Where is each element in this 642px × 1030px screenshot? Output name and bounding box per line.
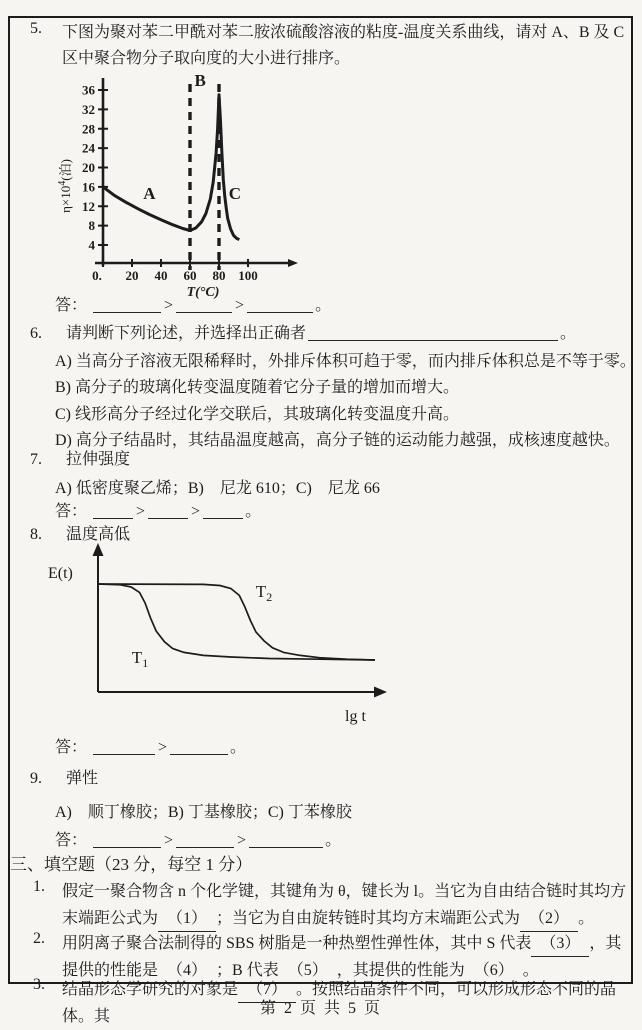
x-tick-label: 100: [238, 268, 258, 283]
answer-blank: [176, 296, 232, 313]
fill-blank: （4）: [158, 959, 216, 984]
answer-blank: [93, 831, 161, 848]
y-axis-title: $\eta\times 10^4$(泊): [57, 159, 73, 213]
answer-blank: [170, 738, 228, 755]
y-tick-label: 28: [82, 121, 95, 137]
text-part: 。: [578, 910, 595, 927]
region-label-c: C: [228, 183, 242, 203]
y-tick-label: 8: [88, 218, 95, 234]
y-tick-label: 12: [82, 198, 95, 214]
fill-blank: （5）: [279, 959, 337, 984]
question-7: [30, 449, 130, 471]
period: 。: [315, 297, 332, 314]
viscosity-temperature-chart: [50, 74, 370, 304]
question-9-title: 弹性: [66, 770, 99, 787]
page-footer: 第 2 页 共 5 页: [259, 1000, 382, 1017]
question-6-number: 6.: [30, 325, 42, 342]
greater-than: >: [158, 739, 168, 756]
region-label-b: B: [194, 74, 206, 91]
x-tick-label: 80: [212, 268, 226, 283]
question-5-number: 5.: [30, 20, 42, 37]
period: 。: [245, 503, 262, 520]
x-axis-arrow: [374, 687, 387, 698]
question-5-answer-row: [55, 295, 331, 317]
answer-blank: [249, 831, 323, 848]
greater-than: >: [164, 297, 174, 314]
text-part: 用阴离子聚合法制得的 SBS 树脂是一种热塑性弹性体，其中 S 代表: [62, 935, 532, 952]
period: 。: [560, 325, 577, 342]
question-7-options: A) 低密度聚乙烯；B) 尼龙 610；C) 尼龙 66: [55, 480, 380, 497]
curve-label-t1: $T_1$: [131, 648, 149, 670]
question-6-options: [55, 349, 636, 454]
x-tick-label: 0.: [92, 268, 102, 283]
question-7-title: 拉伸强度: [66, 451, 131, 468]
greater-than: >: [237, 832, 247, 849]
greater-than: >: [235, 297, 245, 314]
question-6-blank: [308, 324, 558, 341]
answer-blank: [203, 502, 243, 519]
text-part: 假定一聚合物含 n 个化学键，其键角为 θ，键长为 l。当它为自由结合链时其均方末端距公式为: [62, 883, 627, 927]
y-tick-label: 4: [88, 237, 95, 253]
question-9: [30, 768, 98, 790]
greater-than: >: [191, 503, 201, 520]
x-axis-arrow: [288, 259, 298, 267]
fill-blank: （1）: [158, 907, 216, 932]
y-tick-label: 32: [82, 101, 95, 117]
option-d: D) 高分子结晶时，其结晶温度越高，高分子链的运动能力越强，成核速度越快。: [55, 431, 620, 449]
answer-blank: [93, 502, 133, 519]
question-5-text: 下图为聚对苯二甲酰对苯二胺浓硫酸溶液的粘度-温度关系曲线，请对 A、B 及 C 区中聚合物分子取向度的大小进行排序。: [62, 24, 625, 67]
region-label-a: A: [143, 183, 156, 203]
y-tick-label: 24: [82, 140, 95, 156]
text-part: ，其提供的性能是: [62, 935, 622, 979]
answer-blank: [247, 296, 313, 313]
x-axis-title: T(°C): [186, 285, 220, 300]
section-3-header: 三、填空题（23 分，每空 1 分）: [10, 855, 253, 874]
y-axis-arrow: [93, 543, 104, 556]
y-tick-label: 36: [82, 82, 95, 98]
relaxation-modulus-chart: [40, 540, 440, 735]
question-9-number: 9.: [30, 770, 42, 787]
option-b: B) 高分子的玻璃化转变温度随着它分子量的增加而增大。: [55, 379, 460, 397]
question-5: [30, 20, 637, 72]
answer-blank: [93, 738, 155, 755]
text-part: 。: [522, 962, 539, 979]
question-8-answer-row: [55, 737, 246, 759]
text-part: 。按照结晶条件不同，可以形成形态不同的晶体。其: [62, 981, 617, 1025]
question-9-options: A) 顺丁橡胶；B) 丁基橡胶；C) 丁苯橡胶: [55, 804, 352, 821]
question-7-number: 7.: [30, 451, 42, 468]
curve-label-t2: $T_2$: [255, 582, 273, 604]
text-part: ；B 代表: [216, 962, 279, 979]
question-6: [30, 323, 576, 345]
fill-item-1: [33, 878, 637, 932]
fill-blank: （2）: [520, 907, 578, 932]
answer-blank: [148, 502, 188, 519]
answer-blank: [176, 831, 234, 848]
period: 。: [325, 832, 342, 849]
x-axis-title: lg t: [345, 708, 366, 725]
x-tick-label: 20: [125, 268, 139, 283]
text-part: ，其提供的性能为: [336, 962, 465, 979]
question-9-answer-row: [55, 830, 341, 852]
question-8-number: 8.: [30, 526, 42, 543]
option-c: C) 线形高分子经过化学交联后，其玻璃化转变温度升高。: [55, 405, 460, 423]
fill-item-3-number: 3.: [33, 976, 45, 993]
answer-label: 答：: [55, 503, 88, 520]
question-6-prompt: 请判断下列论述，并选择出正确者: [66, 325, 307, 342]
fill-blank: （7）: [238, 978, 296, 1003]
x-tick-label: 60: [183, 268, 197, 283]
fill-item-1-text: [62, 878, 637, 932]
text-part: ；当它为自由旋转链时其均方末端距公式为: [216, 910, 521, 927]
fill-item-1-number: 1.: [33, 878, 45, 895]
greater-than: >: [164, 832, 174, 849]
y-axis-title: E(t): [48, 565, 73, 582]
fill-blank: （3）: [531, 932, 589, 957]
fill-blank: （6）: [465, 959, 523, 984]
answer-label: 答：: [55, 739, 88, 756]
answer-blank: [93, 296, 161, 313]
x-tick-label: 40: [154, 268, 168, 283]
answer-label: 答：: [55, 832, 88, 849]
y-tick-label: 16: [82, 179, 95, 195]
greater-than: >: [136, 503, 146, 520]
question-7-answer-row: [55, 501, 261, 523]
y-tick-label: 20: [82, 160, 95, 175]
answer-label: 答：: [55, 297, 88, 314]
fill-item-2-number: 2.: [33, 930, 45, 947]
period: 。: [230, 739, 247, 756]
text-part: 结晶形态学研究的对象是: [62, 981, 239, 998]
option-a: A) 当高分子溶液无限稀释时，外排斥体积可趋于零，而内排斥体积总是不等于零。: [55, 353, 636, 370]
question-8-title: 温度高低: [66, 526, 131, 543]
